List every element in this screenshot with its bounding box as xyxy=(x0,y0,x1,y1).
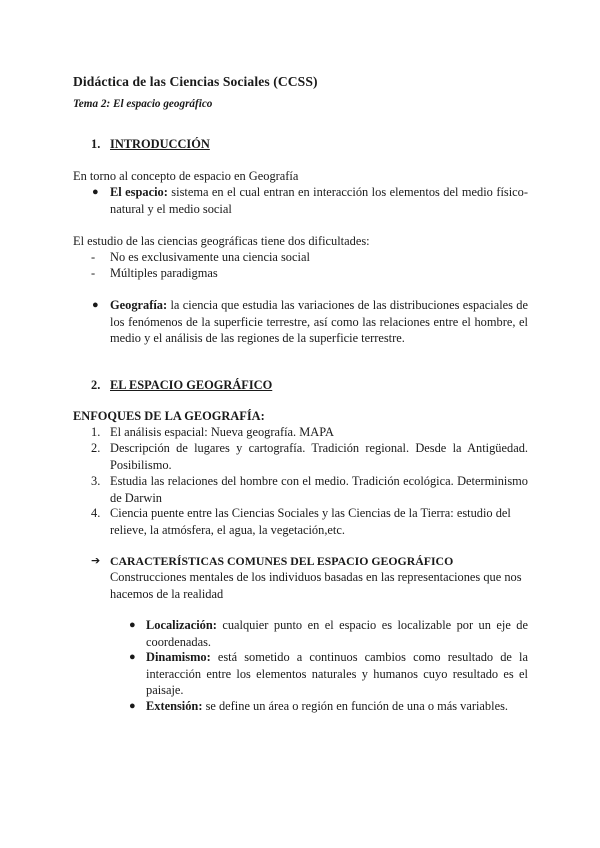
section-2-number: 2. xyxy=(91,378,101,392)
document-title: Didáctica de las Ciencias Sociales (CCSS) xyxy=(73,74,318,89)
caracteristica-dinamismo xyxy=(146,649,528,699)
section-1-number: 1. xyxy=(91,137,101,151)
enfoque-item: Estudia las relaciones del hombre con el medio. Tradición ecológica. Determinismo de Darwin xyxy=(110,474,528,505)
dash-icon: - xyxy=(91,250,96,264)
difficulties-intro: El estudio de las ciencias geográficas tiene dos dificultades: xyxy=(73,234,370,248)
bullet-icon: ● xyxy=(92,186,99,198)
list-number: 3. xyxy=(91,474,101,488)
bullet-term: El espacio: xyxy=(110,185,168,199)
section-2-heading: EL ESPACIO GEOGRÁFICO xyxy=(110,378,273,392)
section-1-intro: En torno al concepto de espacio en Geografía xyxy=(73,169,299,183)
bullet-text: cualquier punto en el espacio es localizable por un eje de coordenadas. xyxy=(146,618,528,649)
enfoque-item: Ciencia puente entre las Ciencias Sociales y las Ciencias de la Tierra: estudio del relieve, la atmósfera, el agua, la vegetación,etc. xyxy=(110,506,511,537)
bullet-icon: ● xyxy=(92,299,99,311)
enfoques-heading: ENFOQUES DE LA GEOGRAFÍA: xyxy=(73,409,265,423)
enfoque-item: El análisis espacial: Nueva geografía. MAPA xyxy=(110,425,334,439)
dash-icon: - xyxy=(91,266,96,280)
difficulty-item: No es exclusivamente una ciencia social xyxy=(110,250,310,264)
bullet-text: está sometido a continuos cambios como resultado de la interacción entre los elementos naturales y humanos cuyo resultado es el paisaje. xyxy=(146,650,528,697)
bullet-el-espacio xyxy=(110,184,528,217)
caracteristicas-heading: CARACTERÍSTICAS COMUNES DEL ESPACIO GEOGRÁFICO xyxy=(110,554,454,568)
arrow-right-icon: ➔ xyxy=(91,554,101,567)
caracteristica-localizacion xyxy=(146,617,528,650)
caracteristicas-intro: Construcciones mentales de los individuos basadas en las representaciones que nos hacemos de la realidad xyxy=(110,570,522,601)
bullet-term: Geografía: xyxy=(110,298,168,312)
bullet-geografia xyxy=(110,297,528,347)
bullet-term: Localización: xyxy=(146,618,217,632)
bullet-icon: ● xyxy=(129,700,136,712)
section-1-heading: INTRODUCCIÓN xyxy=(110,137,210,151)
bullet-text: se define un área o región en función de una o más variables. xyxy=(202,699,508,713)
bullet-term: Extensión: xyxy=(146,699,203,713)
bullet-text: sistema en el cual entran en interacción los elementos del medio físico-natural y el medio social xyxy=(110,185,528,216)
caracteristica-extension xyxy=(146,698,528,715)
bullet-icon: ● xyxy=(129,619,136,631)
enfoque-item: Descripción de lugares y cartografía. Tradición regional. Desde la Antigüedad. Posibilismo. xyxy=(110,441,528,472)
list-number: 1. xyxy=(91,425,101,439)
list-number: 2. xyxy=(91,441,101,455)
bullet-term: Dinamismo: xyxy=(146,650,211,664)
list-number: 4. xyxy=(91,506,101,520)
bullet-text: la ciencia que estudia las variaciones de las distribuciones espaciales de los fenómenos de la superficie terrestre, así como las relaciones entre el hombre, el medio y el análisis de las regiones de la superficie terrestre. xyxy=(110,298,528,345)
difficulty-item: Múltiples paradigmas xyxy=(110,266,218,280)
bullet-icon: ● xyxy=(129,651,136,663)
document-subtitle: Tema 2: El espacio geográfico xyxy=(73,98,213,110)
